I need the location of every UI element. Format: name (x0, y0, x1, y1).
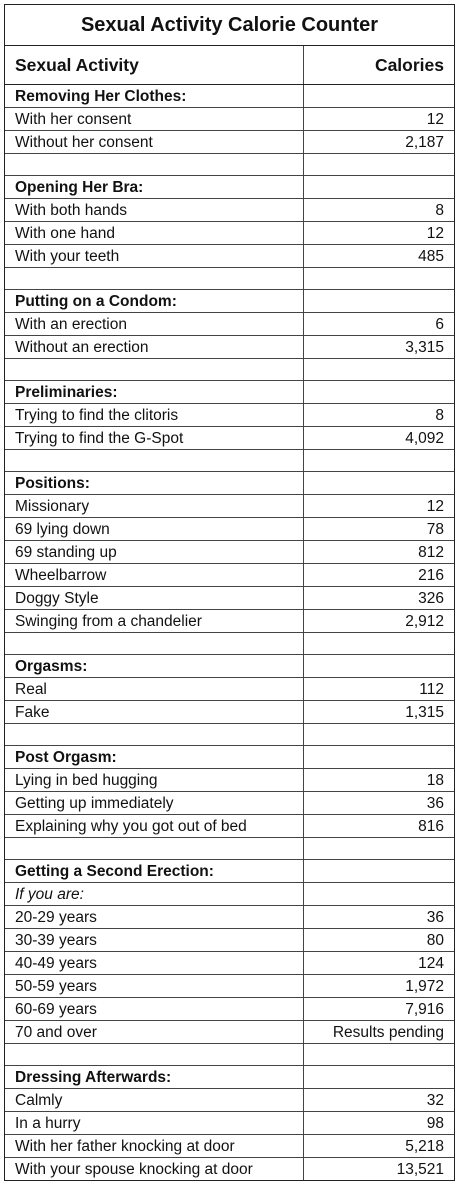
table-row (5, 678, 454, 701)
table-row (5, 518, 454, 541)
section-heading-calories (303, 176, 454, 199)
spacer-row-label (5, 450, 303, 472)
table-row (5, 769, 454, 792)
table-row (5, 313, 454, 336)
spacer-row-label (5, 154, 303, 176)
table-row (5, 701, 454, 724)
table-row-label: With one hand (5, 222, 303, 245)
spacer-row (5, 1044, 454, 1066)
calorie-counter-table (4, 4, 455, 1181)
table-row (5, 222, 454, 245)
section-heading-calories (303, 381, 454, 404)
table-row-calories: 18 (303, 769, 454, 792)
section-heading (5, 472, 454, 495)
table-row (5, 952, 454, 975)
table-row-calories: 13,521 (303, 1158, 454, 1181)
table-row-label: Missionary (5, 495, 303, 518)
table-row-calories: 8 (303, 199, 454, 222)
table-row (5, 929, 454, 952)
section-heading (5, 381, 454, 404)
table-row-calories: 216 (303, 564, 454, 587)
table-row-label: With her father knocking at door (5, 1135, 303, 1158)
table-row-calories: 36 (303, 792, 454, 815)
spacer-row (5, 633, 454, 655)
spacer-row-calories (303, 724, 454, 746)
spacer-row-calories (303, 633, 454, 655)
table-row-label: 60-69 years (5, 998, 303, 1021)
section-heading-calories (303, 655, 454, 678)
spacer-row-label (5, 724, 303, 746)
table-row-calories: 12 (303, 495, 454, 518)
spacer-row-calories (303, 450, 454, 472)
table-row-calories: Results pending (303, 1021, 454, 1044)
table-row-calories: 816 (303, 815, 454, 838)
table-row-calories: 4,092 (303, 427, 454, 450)
table-row-label: Wheelbarrow (5, 564, 303, 587)
table-row-label: 69 lying down (5, 518, 303, 541)
section-heading-label: Opening Her Bra: (5, 176, 303, 199)
spacer-row-calories (303, 838, 454, 860)
spacer-row (5, 359, 454, 381)
table-row-calories: 98 (303, 1112, 454, 1135)
table-row-label: Real (5, 678, 303, 701)
activity-column-header: Sexual Activity (5, 46, 303, 85)
table-row-label: Trying to find the clitoris (5, 404, 303, 427)
table-row (5, 495, 454, 518)
table-row-label: Without her consent (5, 131, 303, 154)
table-row-label: 69 standing up (5, 541, 303, 564)
spacer-row-label (5, 1044, 303, 1066)
table-row (5, 199, 454, 222)
table-body (5, 85, 454, 1181)
table-row (5, 587, 454, 610)
table-row (5, 131, 454, 154)
table-row-label: With her consent (5, 108, 303, 131)
table-row (5, 1135, 454, 1158)
spacer-row-calories (303, 154, 454, 176)
table-row-label: Getting up immediately (5, 792, 303, 815)
table-row-label: With an erection (5, 313, 303, 336)
table-row-label: Calmly (5, 1089, 303, 1112)
section-heading-label: Putting on a Condom: (5, 290, 303, 313)
table-row-calories: 3,315 (303, 336, 454, 359)
section-heading (5, 860, 454, 883)
table-row-label: Explaining why you got out of bed (5, 815, 303, 838)
table-row-label: In a hurry (5, 1112, 303, 1135)
spacer-row-calories (303, 359, 454, 381)
table-row-label: Fake (5, 701, 303, 724)
table-row-calories: 1,315 (303, 701, 454, 724)
section-heading (5, 176, 454, 199)
section-heading-label: Preliminaries: (5, 381, 303, 404)
table-row (5, 108, 454, 131)
table-row (5, 564, 454, 587)
table-row (5, 1021, 454, 1044)
table-row-label: Swinging from a chandelier (5, 610, 303, 633)
section-note-calories (303, 883, 454, 906)
spacer-row (5, 450, 454, 472)
table-row (5, 427, 454, 450)
spacer-row (5, 268, 454, 290)
table-row-label: With both hands (5, 199, 303, 222)
table-row (5, 975, 454, 998)
table-row (5, 610, 454, 633)
section-heading-label: Dressing Afterwards: (5, 1066, 303, 1089)
table-row-calories: 7,916 (303, 998, 454, 1021)
table-row (5, 336, 454, 359)
spacer-row-label (5, 633, 303, 655)
table-row (5, 815, 454, 838)
table-row-calories: 32 (303, 1089, 454, 1112)
section-heading (5, 290, 454, 313)
table-row (5, 404, 454, 427)
section-heading (5, 655, 454, 678)
table-row-label: Trying to find the G-Spot (5, 427, 303, 450)
spacer-row-label (5, 268, 303, 290)
table-row-label: 50-59 years (5, 975, 303, 998)
calorie-table (5, 46, 454, 1180)
table-row-calories: 2,187 (303, 131, 454, 154)
section-heading-label: Post Orgasm: (5, 746, 303, 769)
table-row-calories: 112 (303, 678, 454, 701)
calories-column-header: Calories (303, 46, 454, 85)
table-row-calories: 2,912 (303, 610, 454, 633)
section-heading (5, 85, 454, 108)
spacer-row-calories (303, 1044, 454, 1066)
table-row (5, 1112, 454, 1135)
table-row-label: With your spouse knocking at door (15, 1160, 253, 1178)
table-row-label: With your teeth (5, 245, 303, 268)
section-heading-label: Getting a Second Erection: (5, 860, 303, 883)
section-heading-calories (303, 746, 454, 769)
spacer-row-label (5, 359, 303, 381)
table-row-label: Lying in bed hugging (5, 769, 303, 792)
table-row-calories: 80 (303, 929, 454, 952)
spacer-row-label (5, 838, 303, 860)
table-row-calories: 124 (303, 952, 454, 975)
section-heading (5, 1066, 454, 1089)
table-row-calories: 12 (303, 108, 454, 131)
spacer-row (5, 154, 454, 176)
section-note (5, 883, 454, 906)
section-heading-label: Orgasms: (5, 655, 303, 678)
table-row-calories: 36 (303, 906, 454, 929)
table-row-label: 40-49 years (5, 952, 303, 975)
spacer-row (5, 838, 454, 860)
section-heading-calories (303, 85, 454, 108)
table-row-calories: 8 (303, 404, 454, 427)
table-row-label: Without an erection (5, 336, 303, 359)
section-heading-calories (303, 472, 454, 495)
table-row-calories: 812 (303, 541, 454, 564)
section-heading-label: Removing Her Clothes: (5, 85, 303, 108)
table-row (5, 998, 454, 1021)
table-row-label: 20-29 years (5, 906, 303, 929)
spacer-row-calories (303, 268, 454, 290)
table-row (5, 906, 454, 929)
table-row-calories: 485 (303, 245, 454, 268)
table-row-calories: 1,972 (303, 975, 454, 998)
table-row (5, 1089, 454, 1112)
table-row-calories: 78 (303, 518, 454, 541)
header-row (5, 46, 454, 85)
table-row-calories: 6 (303, 313, 454, 336)
table-row-label: 30-39 years (5, 929, 303, 952)
section-heading-calories (303, 1066, 454, 1089)
table-row-calories: 5,218 (303, 1135, 454, 1158)
section-heading-calories (303, 860, 454, 883)
section-note-label: If you are: (5, 883, 303, 906)
table-title: Sexual Activity Calorie Counter (5, 5, 454, 46)
section-heading (5, 746, 454, 769)
table-row-calories: 12 (303, 222, 454, 245)
table-row (5, 245, 454, 268)
section-heading-label: Positions: (5, 472, 303, 495)
spacer-row (5, 724, 454, 746)
section-heading-calories (303, 290, 454, 313)
table-row (5, 792, 454, 815)
table-row-label: Doggy Style (5, 587, 303, 610)
table-row (5, 541, 454, 564)
table-row (5, 1158, 454, 1181)
table-row-calories: 326 (303, 587, 454, 610)
table-row-label: 70 and over (5, 1021, 303, 1044)
